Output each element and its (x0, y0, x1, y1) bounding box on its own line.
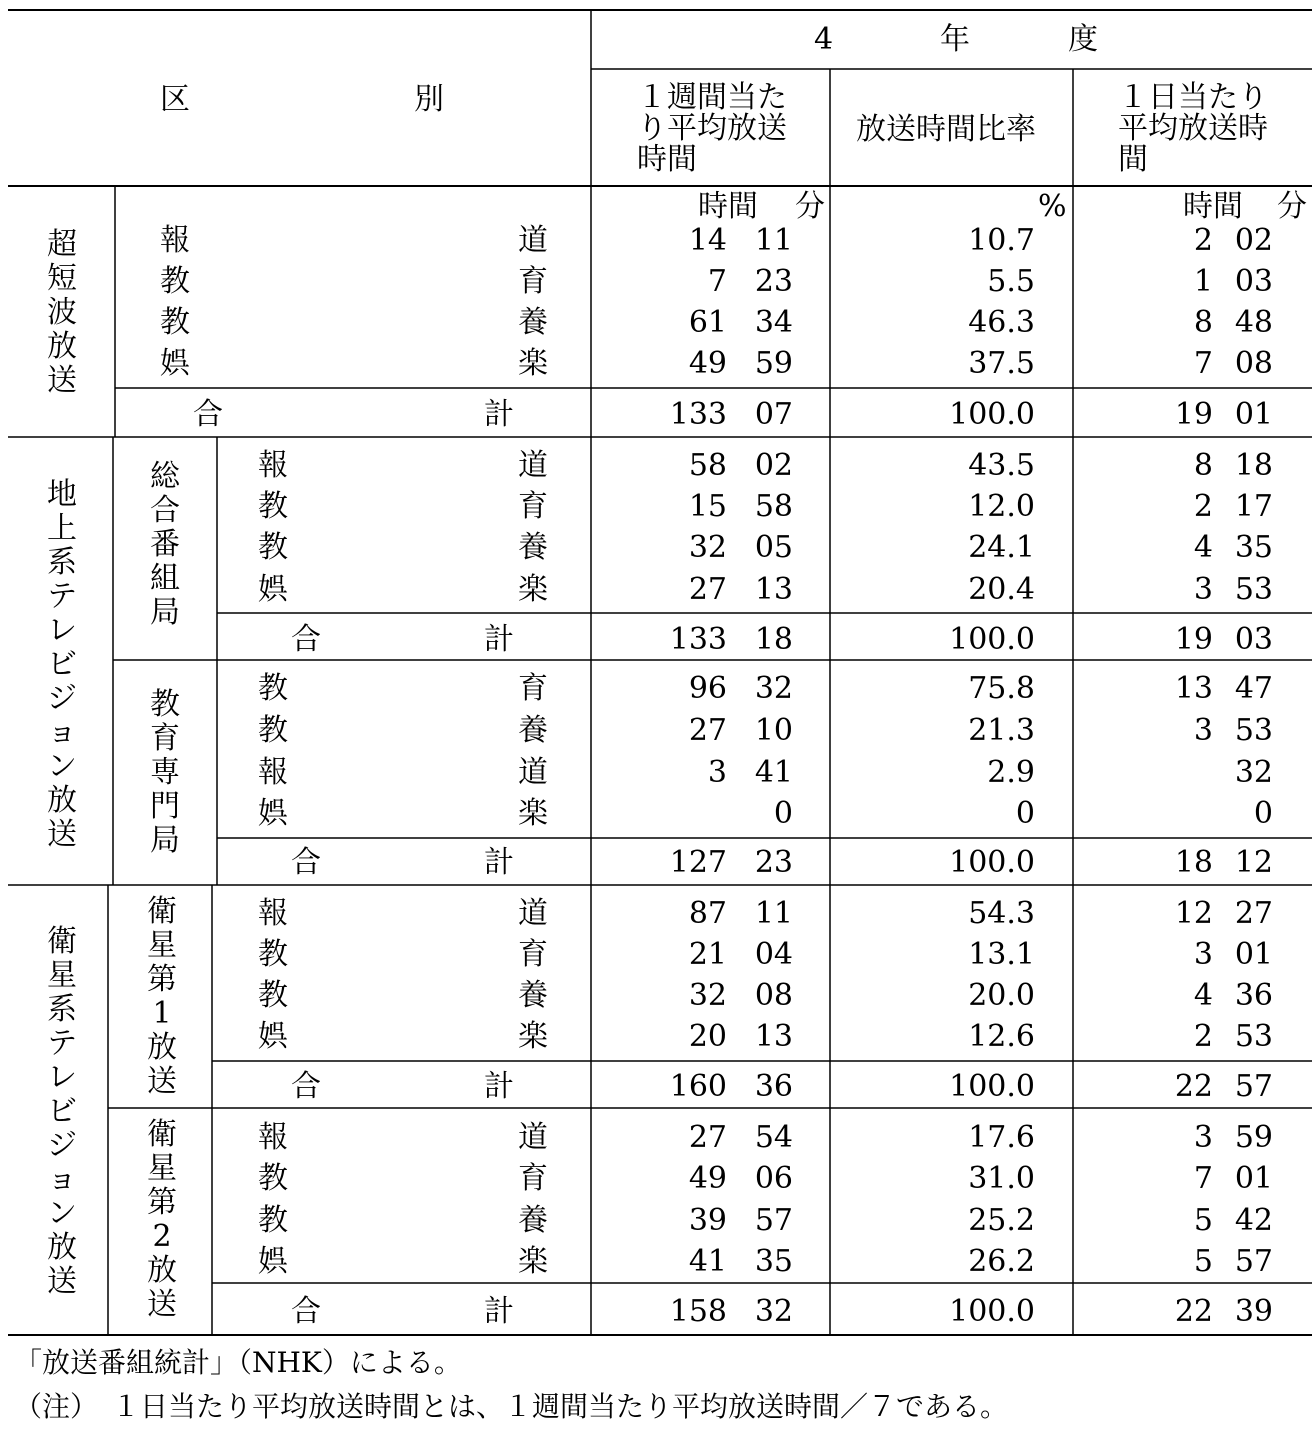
table-row-category-first: 教 (258, 1161, 288, 1196)
total-row-weekly-minutes: 18 (754, 622, 793, 657)
table-row-daily-minutes: 53 (1234, 713, 1273, 748)
total-row-weekly-minutes: 32 (754, 1294, 793, 1329)
table-row-ratio: 37.5 (968, 346, 1035, 381)
table-row-category-first: 娯 (160, 346, 190, 381)
total-row-category-second: 計 (484, 845, 514, 880)
table-row-daily-hours: 7 (1193, 346, 1213, 381)
table-row-ratio: 5.5 (987, 264, 1035, 299)
total-row-daily-minutes: 57 (1234, 1069, 1273, 1104)
table-row-ratio: 12.0 (968, 489, 1035, 524)
table-row-ratio: 21.3 (968, 713, 1035, 748)
table-row-category-second: 養 (518, 713, 548, 748)
table-row-category-second: 養 (518, 530, 548, 565)
table-row-ratio: 75.8 (968, 671, 1035, 706)
table-row-ratio: 2.9 (987, 755, 1035, 790)
table-row-category-first: 教 (258, 713, 288, 748)
table-row-category-first: 娯 (258, 1244, 288, 1279)
table-row-category-first: 報 (258, 448, 288, 483)
table-row-category-first: 教 (258, 489, 288, 524)
table-row-weekly-hours: 14 (688, 223, 727, 258)
total-row-category-second: 計 (484, 1069, 514, 1104)
table-row-weekly-hours: 3 (707, 755, 727, 790)
table-row-weekly-hours: 27 (688, 572, 727, 607)
total-row-category-second: 計 (484, 1294, 514, 1329)
table-row-category-second: 道 (518, 896, 548, 931)
unit-weekly-minutes: 分 (795, 189, 825, 224)
total-row-weekly-hours: 160 (669, 1069, 727, 1104)
table-row-daily-minutes: 02 (1234, 223, 1273, 258)
header-ratio: 放送時間比率 (856, 112, 1036, 147)
table-row-daily-hours: 12 (1174, 896, 1213, 931)
table-row-daily-minutes: 27 (1234, 896, 1273, 931)
table-row-daily-hours: 3 (1193, 937, 1213, 972)
table-row-category-second: 楽 (518, 346, 548, 381)
table-row-category-first: 教 (258, 1203, 288, 1238)
table-row-daily-hours: 4 (1193, 530, 1213, 565)
table-row-daily-minutes: 01 (1234, 1161, 1273, 1196)
header-weekly-hours (637, 82, 787, 175)
total-row-category-first: 合 (193, 397, 223, 432)
table-row-weekly-minutes: 59 (754, 346, 793, 381)
total-row-daily-hours: 19 (1174, 397, 1213, 432)
header-year-do: 度 (1068, 22, 1098, 57)
table-row-category-second: 育 (518, 671, 548, 706)
table-row-weekly-minutes: 11 (754, 896, 793, 931)
header-kubetsu-right: 別 (414, 82, 444, 117)
table-row-daily-minutes: 17 (1234, 489, 1273, 524)
table-row-weekly-hours: 58 (688, 448, 727, 483)
table-row-daily-hours: 3 (1193, 713, 1213, 748)
total-row-weekly-hours: 133 (669, 397, 727, 432)
table-row-daily-minutes: 59 (1234, 1120, 1273, 1155)
table-row-weekly-minutes: 34 (754, 305, 793, 340)
group-label-terrestrial-tv: 地上系テレビジョン放送 (47, 477, 77, 852)
table-row-category-first: 教 (258, 671, 288, 706)
table-row-weekly-minutes: 02 (754, 448, 793, 483)
table-row-daily-hours: 4 (1193, 978, 1213, 1013)
table-row-daily-hours: 5 (1193, 1244, 1213, 1279)
group-label-bs2: 衛星第2放送 (147, 1117, 177, 1322)
total-row-daily-minutes: 03 (1234, 622, 1273, 657)
table-row-category-second: 道 (518, 755, 548, 790)
table-row-weekly-hours: 32 (688, 530, 727, 565)
table-row-ratio: 20.0 (968, 978, 1035, 1013)
total-row-weekly-minutes: 23 (754, 845, 793, 880)
unit-daily-hours: 時間 (1183, 189, 1243, 224)
table-row-category-second: 道 (518, 448, 548, 483)
unit-percent: % (1038, 189, 1067, 224)
total-row-weekly-minutes: 07 (754, 397, 793, 432)
table-row-weekly-minutes: 41 (754, 755, 793, 790)
table-row-weekly-hours: 49 (688, 346, 727, 381)
total-row-ratio: 100.0 (949, 845, 1035, 880)
table-row-daily-hours: 5 (1193, 1203, 1213, 1238)
table-row-category-second: 道 (518, 223, 548, 258)
table-row-ratio: 13.1 (968, 937, 1035, 972)
table-row-daily-minutes: 08 (1234, 346, 1273, 381)
table-row-daily-hours: 2 (1193, 489, 1213, 524)
table-row-ratio: 25.2 (968, 1203, 1035, 1238)
table-row-ratio: 17.6 (968, 1120, 1035, 1155)
header-daily-hours (1118, 82, 1268, 175)
total-row-category-first: 合 (291, 1294, 321, 1329)
table-row-ratio: 10.7 (968, 223, 1035, 258)
header-daily-hours-line2: 平均放送時 (1118, 111, 1268, 146)
unit-weekly-hours: 時間 (698, 189, 758, 224)
header-weekly-hours-line1: １週間当た (637, 80, 787, 115)
group-label-education-station: 教育専門局 (150, 687, 180, 858)
table-row-category-second: 養 (518, 978, 548, 1013)
table-row-daily-hours: 2 (1193, 1019, 1213, 1054)
definition-note: （注） １日当たり平均放送時間とは、１週間当たり平均放送時間／７である。 (14, 1390, 1009, 1423)
table-row-daily-minutes: 35 (1234, 530, 1273, 565)
table-row-weekly-hours: 41 (688, 1244, 727, 1279)
table-row-category-first: 報 (258, 755, 288, 790)
table-row-category-second: 養 (518, 305, 548, 340)
header-weekly-hours-line3: 時間 (637, 142, 697, 177)
table-row-category-first: 教 (258, 978, 288, 1013)
header-weekly-hours-line2: り平均放送 (637, 111, 787, 146)
table-row-category-second: 楽 (518, 1019, 548, 1054)
total-row-weekly-minutes: 36 (754, 1069, 793, 1104)
table-row-daily-minutes: 53 (1234, 1019, 1273, 1054)
table-row-weekly-hours: 87 (688, 896, 727, 931)
total-row-ratio: 100.0 (949, 397, 1035, 432)
table-row-weekly-minutes: 35 (754, 1244, 793, 1279)
table-row-category-first: 教 (160, 305, 190, 340)
table-row-category-second: 育 (518, 489, 548, 524)
table-row-daily-minutes: 47 (1234, 671, 1273, 706)
table-row-ratio: 43.5 (968, 448, 1035, 483)
total-row-ratio: 100.0 (949, 1294, 1035, 1329)
unit-daily-minutes: 分 (1277, 189, 1307, 224)
table-row-category-second: 楽 (518, 1244, 548, 1279)
table-row-ratio: 54.3 (968, 896, 1035, 931)
table-row-category-first: 教 (160, 264, 190, 299)
table-row-category-first: 報 (258, 896, 288, 931)
table-row-category-first: 娯 (258, 796, 288, 831)
table-row-daily-hours: 3 (1193, 572, 1213, 607)
table-row-weekly-minutes: 11 (754, 223, 793, 258)
table-row-weekly-minutes: 04 (754, 937, 793, 972)
table-row-weekly-minutes: 58 (754, 489, 793, 524)
table-row-daily-hours: 8 (1193, 305, 1213, 340)
table-row-weekly-hours: 27 (688, 713, 727, 748)
table-row-category-second: 楽 (518, 796, 548, 831)
table-row-daily-hours: 2 (1193, 223, 1213, 258)
table-row-daily-minutes: 36 (1234, 978, 1273, 1013)
table-row-ratio: 20.4 (968, 572, 1035, 607)
total-row-category-first: 合 (291, 1069, 321, 1104)
total-row-daily-hours: 22 (1174, 1069, 1213, 1104)
table-row-daily-hours: 1 (1193, 264, 1213, 299)
table-row-category-second: 道 (518, 1120, 548, 1155)
table-row-weekly-minutes: 23 (754, 264, 793, 299)
table-row-ratio: 46.3 (968, 305, 1035, 340)
total-row-category-first: 合 (291, 622, 321, 657)
source-note: 「放送番組統計」（NHK）による。 (14, 1346, 462, 1379)
total-row-weekly-hours: 158 (669, 1294, 727, 1329)
table-row-ratio: 31.0 (968, 1161, 1035, 1196)
total-row-daily-hours: 22 (1174, 1294, 1213, 1329)
header-daily-hours-line3: 間 (1118, 142, 1148, 177)
table-row-weekly-hours: 61 (688, 305, 727, 340)
group-label-uhf: 超短波放送 (47, 227, 77, 398)
table-row-weekly-hours: 39 (688, 1203, 727, 1238)
table-row-weekly-minutes: 0 (773, 796, 793, 831)
table-row-weekly-minutes: 13 (754, 1019, 793, 1054)
total-row-daily-minutes: 39 (1234, 1294, 1273, 1329)
table-row-daily-minutes: 0 (1253, 796, 1273, 831)
table-row-daily-minutes: 42 (1234, 1203, 1273, 1238)
table-row-daily-minutes: 53 (1234, 572, 1273, 607)
table-row-daily-hours: 13 (1174, 671, 1213, 706)
table-row-ratio: 24.1 (968, 530, 1035, 565)
header-kubetsu-left: 区 (160, 82, 190, 117)
header-year-number: 4 (814, 22, 834, 57)
table-row-daily-minutes: 57 (1234, 1244, 1273, 1279)
total-row-weekly-hours: 127 (669, 845, 727, 880)
table-row-ratio: 0 (1015, 796, 1035, 831)
table-row-ratio: 12.6 (968, 1019, 1035, 1054)
total-row-ratio: 100.0 (949, 1069, 1035, 1104)
table-row-weekly-minutes: 05 (754, 530, 793, 565)
table-row-weekly-hours: 49 (688, 1161, 727, 1196)
table-row-daily-hours: 7 (1193, 1161, 1213, 1196)
table-row-category-first: 報 (160, 223, 190, 258)
total-row-daily-minutes: 01 (1234, 397, 1273, 432)
table-row-weekly-minutes: 10 (754, 713, 793, 748)
table-row-category-second: 育 (518, 1161, 548, 1196)
table-row-category-first: 報 (258, 1120, 288, 1155)
header-year-nen: 年 (940, 22, 970, 57)
total-row-daily-hours: 19 (1174, 622, 1213, 657)
table-row-weekly-hours: 21 (688, 937, 727, 972)
total-row-category-second: 計 (484, 397, 514, 432)
table-row-weekly-minutes: 06 (754, 1161, 793, 1196)
total-row-daily-hours: 18 (1174, 845, 1213, 880)
table-row-weekly-hours: 7 (707, 264, 727, 299)
table-row-category-first: 娯 (258, 1019, 288, 1054)
total-row-category-first: 合 (291, 845, 321, 880)
table-row-daily-minutes: 01 (1234, 937, 1273, 972)
table-row-category-first: 教 (258, 530, 288, 565)
table-row-daily-minutes: 32 (1234, 755, 1273, 790)
table-row-weekly-minutes: 08 (754, 978, 793, 1013)
table-row-weekly-hours: 20 (688, 1019, 727, 1054)
total-row-daily-minutes: 12 (1234, 845, 1273, 880)
table-row-weekly-hours: 32 (688, 978, 727, 1013)
table-row-daily-hours: 8 (1193, 448, 1213, 483)
table-row-weekly-minutes: 57 (754, 1203, 793, 1238)
group-label-general-station: 総合番組局 (150, 459, 180, 630)
table-row-weekly-minutes: 13 (754, 572, 793, 607)
table-row-category-second: 育 (518, 264, 548, 299)
group-label-bs1: 衛星第1放送 (147, 894, 177, 1099)
total-row-weekly-hours: 133 (669, 622, 727, 657)
table-row-category-first: 教 (258, 937, 288, 972)
table-row-daily-minutes: 03 (1234, 264, 1273, 299)
header-daily-hours-line1: １日当たり (1118, 80, 1268, 115)
table-row-weekly-minutes: 54 (754, 1120, 793, 1155)
total-row-category-second: 計 (484, 622, 514, 657)
table-row-weekly-hours: 96 (688, 671, 727, 706)
table-row-weekly-hours: 27 (688, 1120, 727, 1155)
table-row-weekly-minutes: 32 (754, 671, 793, 706)
table-row-category-second: 養 (518, 1203, 548, 1238)
table-row-weekly-hours: 15 (688, 489, 727, 524)
table-row-ratio: 26.2 (968, 1244, 1035, 1279)
table-row-daily-minutes: 18 (1234, 448, 1273, 483)
table-row-category-first: 娯 (258, 572, 288, 607)
table-row-daily-hours: 3 (1193, 1120, 1213, 1155)
table-row-category-second: 育 (518, 937, 548, 972)
total-row-ratio: 100.0 (949, 622, 1035, 657)
group-label-satellite-tv: 衛星系テレビジョン放送 (47, 924, 77, 1299)
table-row-category-second: 楽 (518, 572, 548, 607)
table-row-daily-minutes: 48 (1234, 305, 1273, 340)
